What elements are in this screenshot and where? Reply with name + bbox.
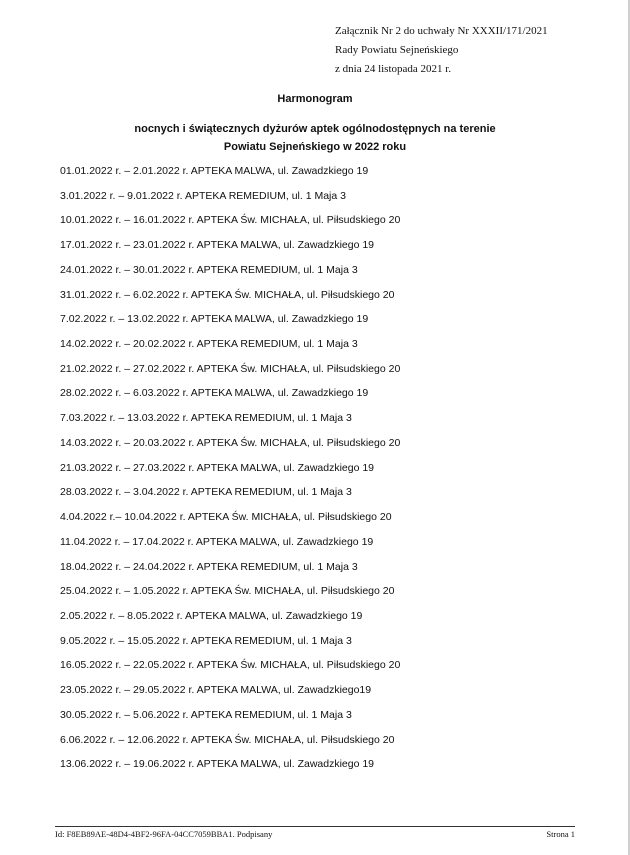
schedule-entry: 4.04.2022 r.– 10.04.2022 r. APTEKA Św. MICHAŁA, ul. Piłsudskiego 20: [60, 511, 392, 524]
schedule-entry: 2.05.2022 r. – 8.05.2022 r. APTEKA MALWA, ul. Zawadzkiego 19: [60, 609, 363, 622]
page-number: Strona 1: [546, 829, 575, 839]
schedule-entry: 23.05.2022 r. – 29.05.2022 r. APTEKA MALWA, ul. Zawadzkiego19: [60, 684, 372, 697]
schedule-entry: 18.04.2022 r. – 24.04.2022 r. APTEKA REMEDIUM, ul. 1 Maja 3: [60, 560, 358, 573]
schedule-entry: 13.06.2022 r. – 19.06.2022 r. APTEKA MALWA, ul. Zawadzkiego 19: [60, 758, 375, 771]
document-subtitle: [0, 120, 630, 156]
header-line-resolution: Załącznik Nr 2 do uchwały Nr XXXII/171/2021: [335, 25, 548, 37]
header-line-date: z dnia 24 listopada 2021 r.: [335, 63, 452, 75]
schedule-entry: 16.05.2022 r. – 22.05.2022 r. APTEKA Św. MICHAŁA, ul. Piłsudskiego 20: [60, 659, 401, 672]
schedule-entry: 25.04.2022 r. – 1.05.2022 r. APTEKA Św. MICHAŁA, ul. Piłsudskiego 20: [60, 585, 395, 598]
schedule-entry: 21.03.2022 r. – 27.03.2022 r. APTEKA MALWA, ul. Zawadzkiego 19: [60, 461, 375, 474]
schedule-entry: 7.03.2022 r. – 13.03.2022 r. APTEKA REMEDIUM, ul. 1 Maja 3: [60, 412, 352, 425]
schedule-entry: 17.01.2022 r. – 23.01.2022 r. APTEKA MALWA, ul. Zawadzkiego 19: [60, 239, 375, 252]
schedule-entry: 21.02.2022 r. – 27.02.2022 r. APTEKA Św. MICHAŁA, ul. Piłsudskiego 20: [60, 362, 401, 375]
schedule-entry: 31.01.2022 r. – 6.02.2022 r. APTEKA Św. MICHAŁA, ul. Piłsudskiego 20: [60, 288, 395, 301]
footer-divider: [55, 826, 575, 827]
schedule-entry: 7.02.2022 r. – 13.02.2022 r. APTEKA MALWA, ul. Zawadzkiego 19: [60, 313, 369, 326]
subtitle-line-1: nocnych i świątecznych dyżurów aptek ogólnodostępnych na terenie: [134, 123, 496, 135]
schedule-entry: 6.06.2022 r. – 12.06.2022 r. APTEKA Św. MICHAŁA, ul. Piłsudskiego 20: [60, 733, 395, 746]
schedule-entry: 28.03.2022 r. – 3.04.2022 r. APTEKA REMEDIUM, ul. 1 Maja 3: [60, 486, 352, 499]
schedule-entry: 14.03.2022 r. – 20.03.2022 r. APTEKA Św. MICHAŁA, ul. Piłsudskiego 20: [60, 436, 401, 449]
schedule-entry: 10.01.2022 r. – 16.01.2022 r. APTEKA Św. MICHAŁA, ul. Piłsudskiego 20: [60, 214, 401, 227]
schedule-entry: 9.05.2022 r. – 15.05.2022 r. APTEKA REMEDIUM, ul. 1 Maja 3: [60, 634, 352, 647]
document-id: Id: F8EB89AE-48D4-4BF2-96FA-04CC7059BBA1. Podpisany: [55, 829, 273, 839]
schedule-entry: 01.01.2022 r. – 2.01.2022 r. APTEKA MALWA, ul. Zawadzkiego 19: [60, 165, 369, 177]
schedule-entry: 14.02.2022 r. – 20.02.2022 r. APTEKA REMEDIUM, ul. 1 Maja 3: [60, 338, 358, 351]
document-title: Harmonogram: [277, 93, 353, 105]
schedule-entry: 11.04.2022 r. – 17.04.2022 r. APTEKA MALWA, ul. Zawadzkiego 19: [60, 535, 374, 548]
schedule-entry: 3.01.2022 r. – 9.01.2022 r. APTEKA REMEDIUM, ul. 1 Maja 3: [60, 189, 346, 202]
duty-schedule-list: [60, 163, 400, 781]
subtitle-line-2: Powiatu Sejneńskiego w 2022 roku: [223, 141, 407, 153]
schedule-entry: 28.02.2022 r. – 6.03.2022 r. APTEKA MALWA, ul. Zawadzkiego 19: [60, 387, 369, 400]
schedule-entry: 24.01.2022 r. – 30.01.2022 r. APTEKA REMEDIUM, ul. 1 Maja 3: [60, 263, 358, 276]
schedule-entry: 30.05.2022 r. – 5.06.2022 r. APTEKA REMEDIUM, ul. 1 Maja 3: [60, 708, 352, 721]
attachment-header: [335, 22, 548, 79]
header-line-council: Rady Powiatu Sejneńskiego: [335, 44, 459, 56]
